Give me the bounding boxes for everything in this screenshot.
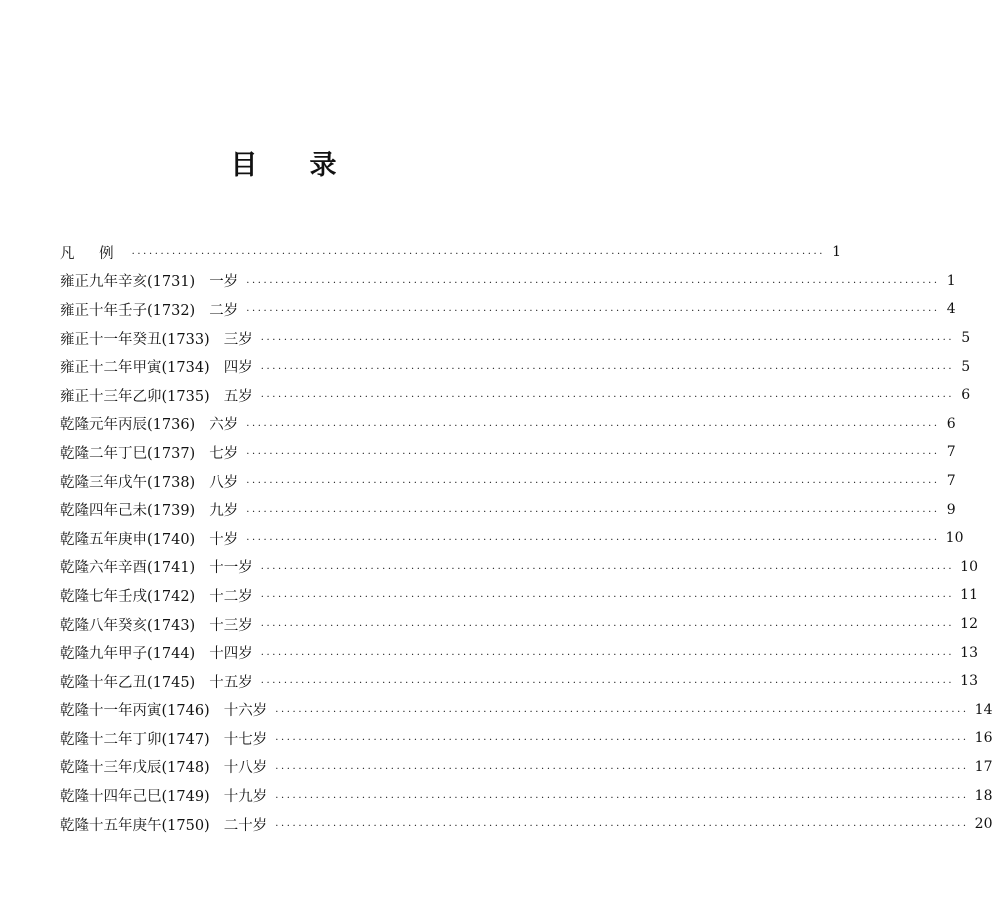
- toc-entry[interactable]: [60, 410, 956, 439]
- toc-entry-age: 一岁: [209, 274, 239, 291]
- toc-entry-label: 雍正十三年乙卯(1735): [60, 388, 210, 405]
- toc-entry-page-number: 10: [960, 558, 978, 575]
- dot-leader: ························································································································: [246, 420, 940, 432]
- toc-entry-label: 乾隆三年戊午(1738): [60, 474, 196, 491]
- dot-leader: ························································································································: [246, 277, 940, 289]
- toc-entry-age: 十二岁: [209, 588, 253, 605]
- toc-entry-page-number: 20: [974, 816, 993, 833]
- dot-leader: ························································································································: [260, 563, 955, 575]
- dot-leader: ························································································································: [246, 535, 940, 547]
- toc-entry-page-number: 6: [946, 415, 956, 432]
- toc-entry-page-number: 18: [974, 787, 993, 804]
- toc-entry-label: 凡 例: [60, 245, 124, 262]
- toc-entry-page-number: 13: [960, 644, 978, 661]
- toc-entry-label: 雍正九年辛亥(1731): [60, 274, 196, 291]
- toc-entry[interactable]: [60, 495, 956, 524]
- toc-entry-page-number: 7: [946, 473, 956, 490]
- toc-entry-label: 乾隆十三年戊辰(1748): [60, 760, 210, 777]
- toc-entry-page-number: 1: [946, 272, 956, 289]
- toc-entry[interactable]: [60, 352, 971, 381]
- toc-entry-label: 乾隆元年丙辰(1736): [60, 417, 196, 434]
- dot-leader: ························································································································: [246, 449, 940, 461]
- toc-entry[interactable]: [60, 267, 956, 296]
- toc-entry-page-number: 14: [974, 701, 993, 718]
- dot-leader: ························································································································: [246, 506, 940, 518]
- toc-entry[interactable]: [60, 581, 978, 610]
- toc-entry-age: 六岁: [209, 417, 239, 434]
- toc-entry-age: 十岁: [209, 531, 239, 548]
- dot-leader: ························································································································: [275, 792, 969, 804]
- toc-entry[interactable]: [60, 610, 978, 639]
- dot-leader: ························································································································: [260, 335, 955, 347]
- dot-leader: ························································································································: [131, 249, 826, 261]
- toc-entry[interactable]: [60, 295, 956, 324]
- toc-entry-page-number: 7: [946, 444, 956, 461]
- toc-entry-label: 乾隆五年庚申(1740): [60, 531, 196, 548]
- toc-entry-age: 十四岁: [209, 646, 253, 663]
- toc-entry[interactable]: [60, 238, 842, 267]
- toc-entry-label: 乾隆九年甲子(1744): [60, 646, 196, 663]
- toc-entry[interactable]: [60, 524, 964, 553]
- toc-entry-age: 二岁: [209, 302, 239, 319]
- toc-entry-page-number: 6: [961, 387, 971, 404]
- toc-entry-age: 三岁: [223, 331, 253, 348]
- toc-entry-label: 雍正十二年甲寅(1734): [60, 360, 210, 377]
- toc-entry-page-number: 10: [945, 530, 964, 547]
- toc-entry-age: 四岁: [223, 360, 253, 377]
- toc-entry-page-number: 12: [960, 616, 978, 633]
- toc-entry-age: 十五岁: [209, 674, 253, 691]
- dot-leader: ························································································································: [246, 478, 940, 490]
- dot-leader: ························································································································: [260, 678, 955, 690]
- toc-entry-label: 乾隆十一年丙寅(1746): [60, 703, 210, 720]
- toc-entry-label: 乾隆七年壬戌(1742): [60, 588, 196, 605]
- toc-entry-age: 十六岁: [223, 703, 268, 720]
- dot-leader: ························································································································: [275, 821, 969, 833]
- toc-entry[interactable]: [60, 638, 978, 667]
- toc-entry-age: 十八岁: [223, 760, 268, 777]
- toc-entry-page-number: 5: [961, 330, 971, 347]
- dot-leader: ························································································································: [260, 392, 955, 404]
- dot-leader: ························································································································: [275, 735, 969, 747]
- toc-entry-label: 乾隆十五年庚午(1750): [60, 817, 210, 834]
- toc-entry-label: 雍正十年壬子(1732): [60, 302, 196, 319]
- page-title: [0, 148, 567, 184]
- toc-entry-page-number: 5: [961, 358, 971, 375]
- title-char-1: 目: [230, 150, 284, 181]
- toc-entry-page-number: 1: [832, 244, 842, 261]
- toc-entry-page-number: 9: [946, 501, 956, 518]
- toc-entry-label: 乾隆四年己未(1739): [60, 503, 196, 520]
- toc-entry-page-number: 17: [974, 758, 993, 775]
- toc-entry[interactable]: [60, 381, 971, 410]
- toc-entry-label: 乾隆八年癸亥(1743): [60, 617, 196, 634]
- dot-leader: ························································································································: [260, 592, 955, 604]
- title-char-2: 录: [309, 150, 363, 181]
- toc-entry-age: 八岁: [209, 474, 239, 491]
- dot-leader: ························································································································: [260, 363, 955, 375]
- toc-entry-age: 七岁: [209, 445, 239, 462]
- dot-leader: ························································································································: [275, 763, 969, 775]
- toc-entry-label: 乾隆十二年丁卯(1747): [60, 731, 210, 748]
- toc-entry-label: 乾隆十四年己巳(1749): [60, 789, 210, 806]
- toc-entry[interactable]: [60, 467, 956, 496]
- dot-leader: ························································································································: [246, 306, 940, 318]
- toc-entry[interactable]: [60, 781, 993, 810]
- toc-entry-label: 乾隆二年丁巳(1737): [60, 445, 196, 462]
- toc-entry[interactable]: [60, 438, 956, 467]
- toc-entry[interactable]: [60, 753, 993, 782]
- dot-leader: ························································································································: [275, 706, 969, 718]
- toc-entry[interactable]: [60, 724, 993, 753]
- toc-entry-label: 乾隆十年乙丑(1745): [60, 674, 196, 691]
- toc-entry-page-number: 4: [946, 301, 956, 318]
- toc-entry-age: 二十岁: [223, 817, 268, 834]
- toc-entry-page-number: 16: [974, 730, 993, 747]
- toc-entry[interactable]: [60, 324, 971, 353]
- toc-entry[interactable]: [60, 696, 993, 725]
- dot-leader: ························································································································: [260, 621, 955, 633]
- dot-leader: ························································································································: [260, 649, 955, 661]
- toc-entry[interactable]: [60, 553, 978, 582]
- toc-entry-age: 十三岁: [209, 617, 253, 634]
- toc-entry-label: 乾隆六年辛酉(1741): [60, 560, 196, 577]
- toc-entry[interactable]: [60, 810, 993, 839]
- toc-entry-label: 雍正十一年癸丑(1733): [60, 331, 210, 348]
- toc-entry-page-number: 13: [960, 673, 978, 690]
- toc-entry-age: 十七岁: [223, 731, 268, 748]
- table-of-contents: [60, 238, 993, 838]
- toc-entry-age: 五岁: [223, 388, 253, 405]
- toc-entry-age: 九岁: [209, 503, 239, 520]
- toc-entry[interactable]: [60, 667, 978, 696]
- toc-entry-page-number: 11: [960, 587, 978, 604]
- toc-entry-age: 十一岁: [209, 560, 253, 577]
- toc-entry-age: 十九岁: [223, 789, 268, 806]
